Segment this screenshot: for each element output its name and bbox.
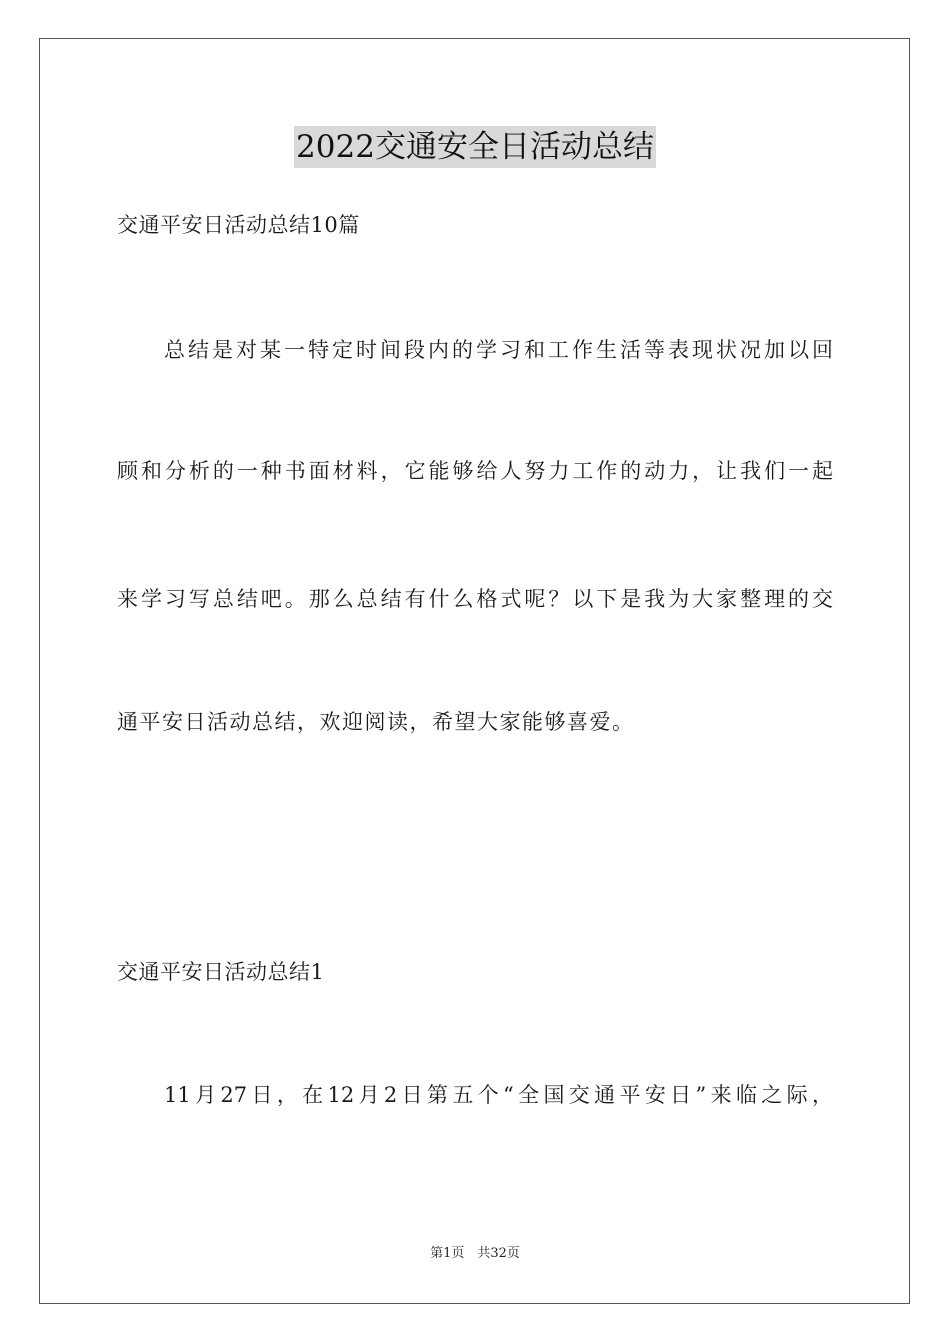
section-first-line: 11月27日，在12月2日第五个“全国交通平安日”来临之际， [164,1083,833,1107]
section-heading: 交通平安日活动总结1 [117,960,325,984]
document-title: 2022交通安全日活动总结 [294,126,656,168]
title-container [0,126,950,168]
intro-line-1: 总结是对某一特定时间段内的学习和工作生活等表现状况加以回 [164,338,833,362]
intro-line-2: 顾和分析的一种书面材料，它能够给人努力工作的动力，让我们一起 [117,459,833,483]
page-number-footer: 第1页 共32页 [430,1246,520,1261]
intro-line-3: 来学习写总结吧。那么总结有什么格式呢？以下是我为大家整理的交 [117,587,833,611]
document-subtitle: 交通平安日活动总结10篇 [117,213,360,237]
intro-line-4: 通平安日活动总结，欢迎阅读，希望大家能够喜爱。 [117,710,635,734]
